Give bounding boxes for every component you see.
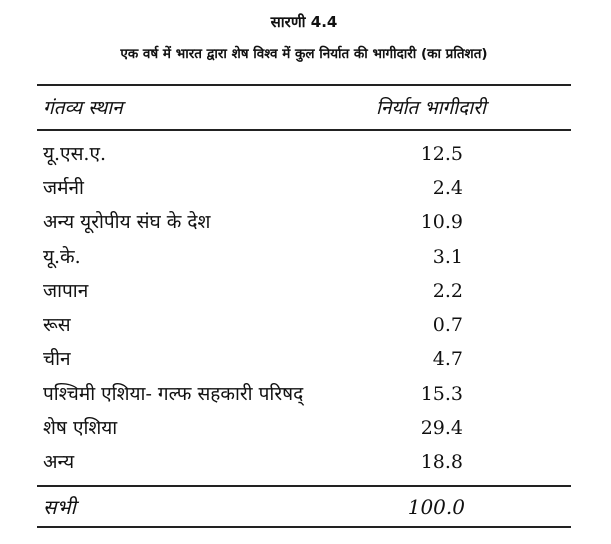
table-row (37, 377, 571, 411)
top-rule (37, 84, 571, 86)
row-share: 18.8 (420, 451, 463, 473)
table-row (37, 308, 571, 342)
row-destination: यू.एस.ए. (43, 143, 106, 165)
total-rule (37, 485, 571, 487)
row-destination: अन्य यूरोपीय संघ के देश (43, 211, 211, 233)
row-destination: अन्य (43, 451, 75, 473)
row-share: 0.7 (432, 314, 463, 336)
table-caption: एक वर्ष में भारत द्वारा शेष विश्व में कुल निर्यात की भागीदारी (का प्रतिशत) (120, 46, 488, 62)
total-share: 100.0 (407, 495, 465, 519)
table-row (37, 171, 571, 205)
table-row (37, 274, 571, 308)
row-destination: पश्चिमी एशिया- गल्फ सहकारी परिषद् (43, 383, 304, 405)
header-rule (37, 129, 571, 131)
row-destination: शेष एशिया (43, 417, 118, 439)
header-destination: गंतव्य स्थान (43, 97, 123, 119)
row-share: 2.2 (432, 280, 463, 302)
total-label: सभी (43, 495, 76, 519)
row-share: 10.9 (420, 211, 463, 233)
table-row (37, 137, 571, 171)
bottom-rule (37, 526, 571, 528)
row-share: 2.4 (432, 177, 463, 199)
row-destination: रूस (43, 314, 71, 336)
table-row (37, 240, 571, 274)
row-share: 4.7 (432, 348, 463, 370)
table-number: सारणी 4.4 (270, 13, 338, 31)
row-destination: चीन (43, 348, 71, 370)
export-share-table (37, 0, 571, 544)
row-share: 15.3 (420, 383, 463, 405)
table-row (37, 411, 571, 445)
row-share: 29.4 (420, 417, 463, 439)
header-share: निर्यात भागीदारी (376, 97, 486, 119)
row-destination: यू.के. (43, 246, 81, 268)
table-row (37, 205, 571, 239)
table-row (37, 342, 571, 376)
row-destination: जर्मनी (43, 177, 84, 199)
row-destination: जापान (43, 280, 89, 302)
row-share: 3.1 (432, 246, 463, 268)
row-share: 12.5 (420, 143, 463, 165)
total-row (37, 490, 571, 524)
table-row (37, 445, 571, 479)
